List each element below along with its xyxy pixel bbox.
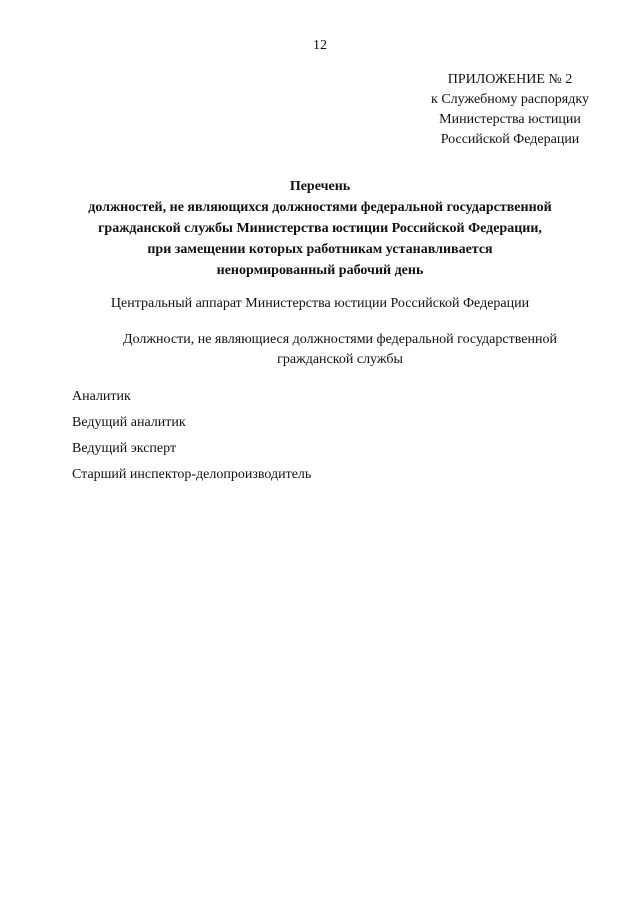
subsection-line: гражданской службы [277,352,403,367]
section-title: Центральный аппарат Министерства юстиции Российской Федерации [110,296,530,311]
appendix-title: ПРИЛОЖЕНИЕ № 2 [447,72,573,87]
appendix-block [400,70,620,150]
appendix-line: к Служебному распорядку [431,92,589,107]
appendix-line: Министерства юстиции [439,112,581,127]
heading-line: Перечень [289,179,351,194]
page-number: 12 [313,38,327,53]
appendix-line: Российской Федерации [440,132,580,147]
subsection-line: Должности, не являющиеся должностями федеральной государственной [123,332,557,347]
heading-line: гражданской службы Министерства юстиции Российской Федерации, [98,221,542,236]
list-item: Аналитик [72,389,131,404]
document-heading [40,176,600,281]
positions-list [72,384,572,488]
heading-line: ненормированный рабочий день [216,263,424,278]
heading-line: должностей, не являющихся должностями федеральной государственной [88,200,552,215]
list-item: Ведущий аналитик [72,415,186,430]
list-item: Старший инспектор-делопроизводитель [72,467,312,482]
subsection-title [90,330,590,370]
list-item: Ведущий эксперт [72,441,177,456]
heading-line: при замещении которых работникам устанавливается [147,242,493,257]
